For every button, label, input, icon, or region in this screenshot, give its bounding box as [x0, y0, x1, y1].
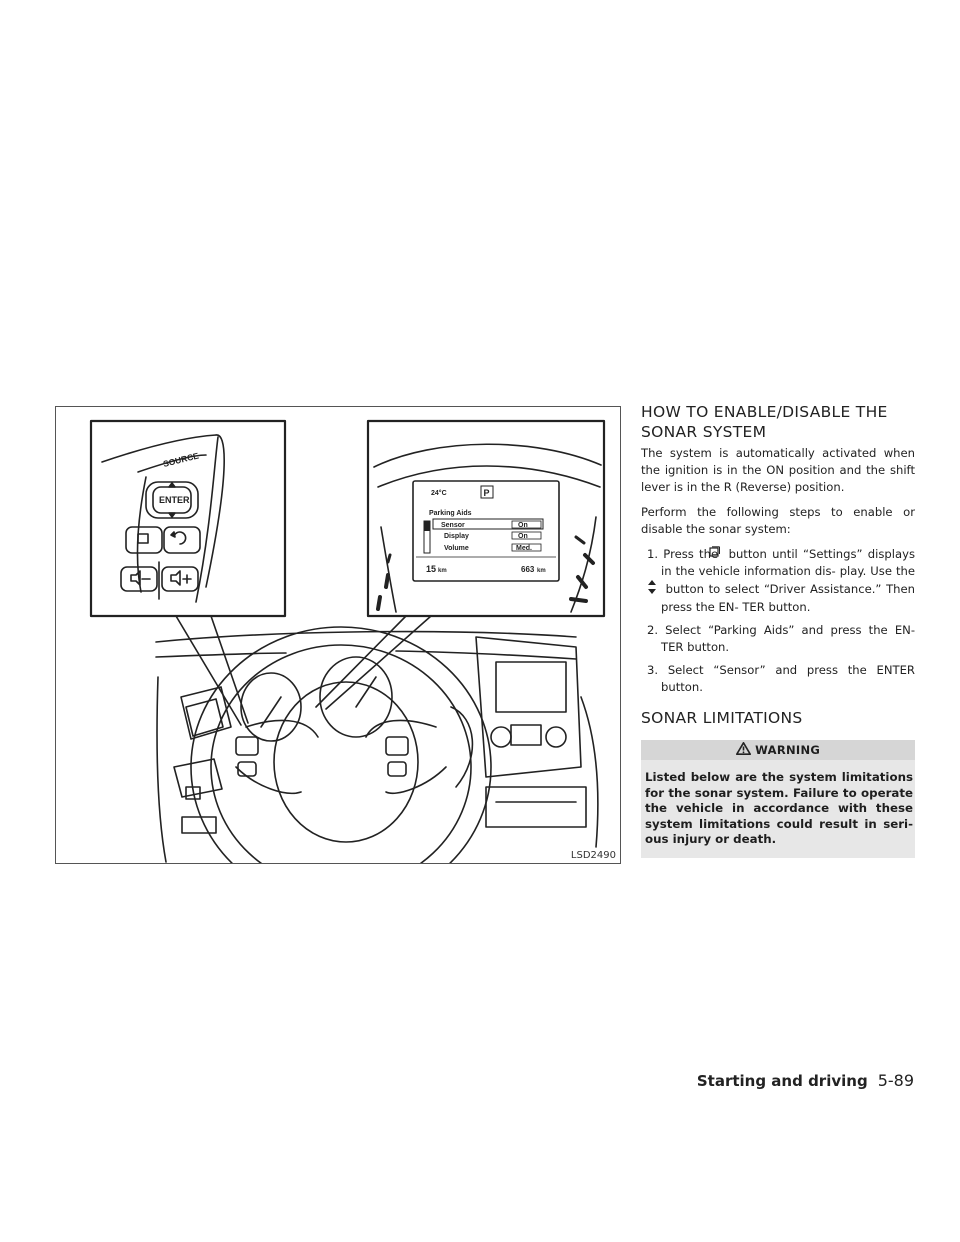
warning-text: Listed below are the system limitations for the sonar system. Failure to operate the vehicle in accordance with these system limitations could result in seri- ous injury or death. [641, 760, 915, 858]
display-gear: P [483, 488, 490, 498]
step-item [641, 546, 915, 616]
display-row-value: On [518, 522, 528, 529]
warning-header [641, 740, 915, 760]
step-text: button until “Settings” displays in the vehicle information dis- play. Use the [661, 547, 916, 578]
display-menu-title: Parking Aids [429, 510, 472, 517]
display-row-value: On [518, 533, 528, 540]
display-row-label: Sensor [441, 522, 465, 529]
page-number: 5-89 [877, 1071, 914, 1090]
display-trip: 15 [426, 564, 437, 574]
enter-label: ENTER [159, 495, 190, 505]
warning-box [641, 740, 915, 858]
step-text: 1. Press the [647, 547, 719, 561]
display-temp: 24°C [431, 490, 447, 497]
display-row-label: Display [444, 533, 469, 540]
display-range: 663 [521, 565, 535, 574]
step-item: 3. Select “Sensor” and press the ENTER button. [647, 663, 915, 694]
figure-code: LSD2490 [570, 850, 616, 861]
text-column [641, 402, 915, 858]
display-row-value: Med. [516, 545, 532, 552]
illustration-figure [55, 406, 621, 864]
warning-triangle-icon [736, 741, 751, 761]
chapter-title: Starting and driving [696, 1072, 868, 1090]
heading-line: SONAR SYSTEM [641, 423, 767, 441]
paragraph: Perform the following steps to enable or disable the sonar system: [641, 505, 915, 536]
step-text: button to select “Driver Assistance.” Then press the EN- TER button. [661, 582, 916, 614]
display-trip-unit: km [438, 568, 447, 574]
steps-list [641, 546, 915, 696]
page-footer [697, 1071, 914, 1090]
display-range-unit: km [537, 568, 546, 574]
steering-wheel-illustration [56, 407, 621, 864]
paragraph: The system is automatically activated when the ignition is in the ON position and the shift lever is in the R (Reverse) position. [641, 446, 915, 494]
source-label: SOURCE [162, 450, 200, 469]
step-item: 2. Select “Parking Aids” and press the EN- TER button. [647, 623, 915, 654]
section-heading-enable [641, 402, 915, 442]
display-row-label: Volume [444, 545, 469, 552]
section-heading-limitations: SONAR LIMITATIONS [641, 709, 803, 727]
heading-line: HOW TO ENABLE/DISABLE THE [641, 403, 888, 421]
warning-label: WARNING [755, 743, 821, 757]
